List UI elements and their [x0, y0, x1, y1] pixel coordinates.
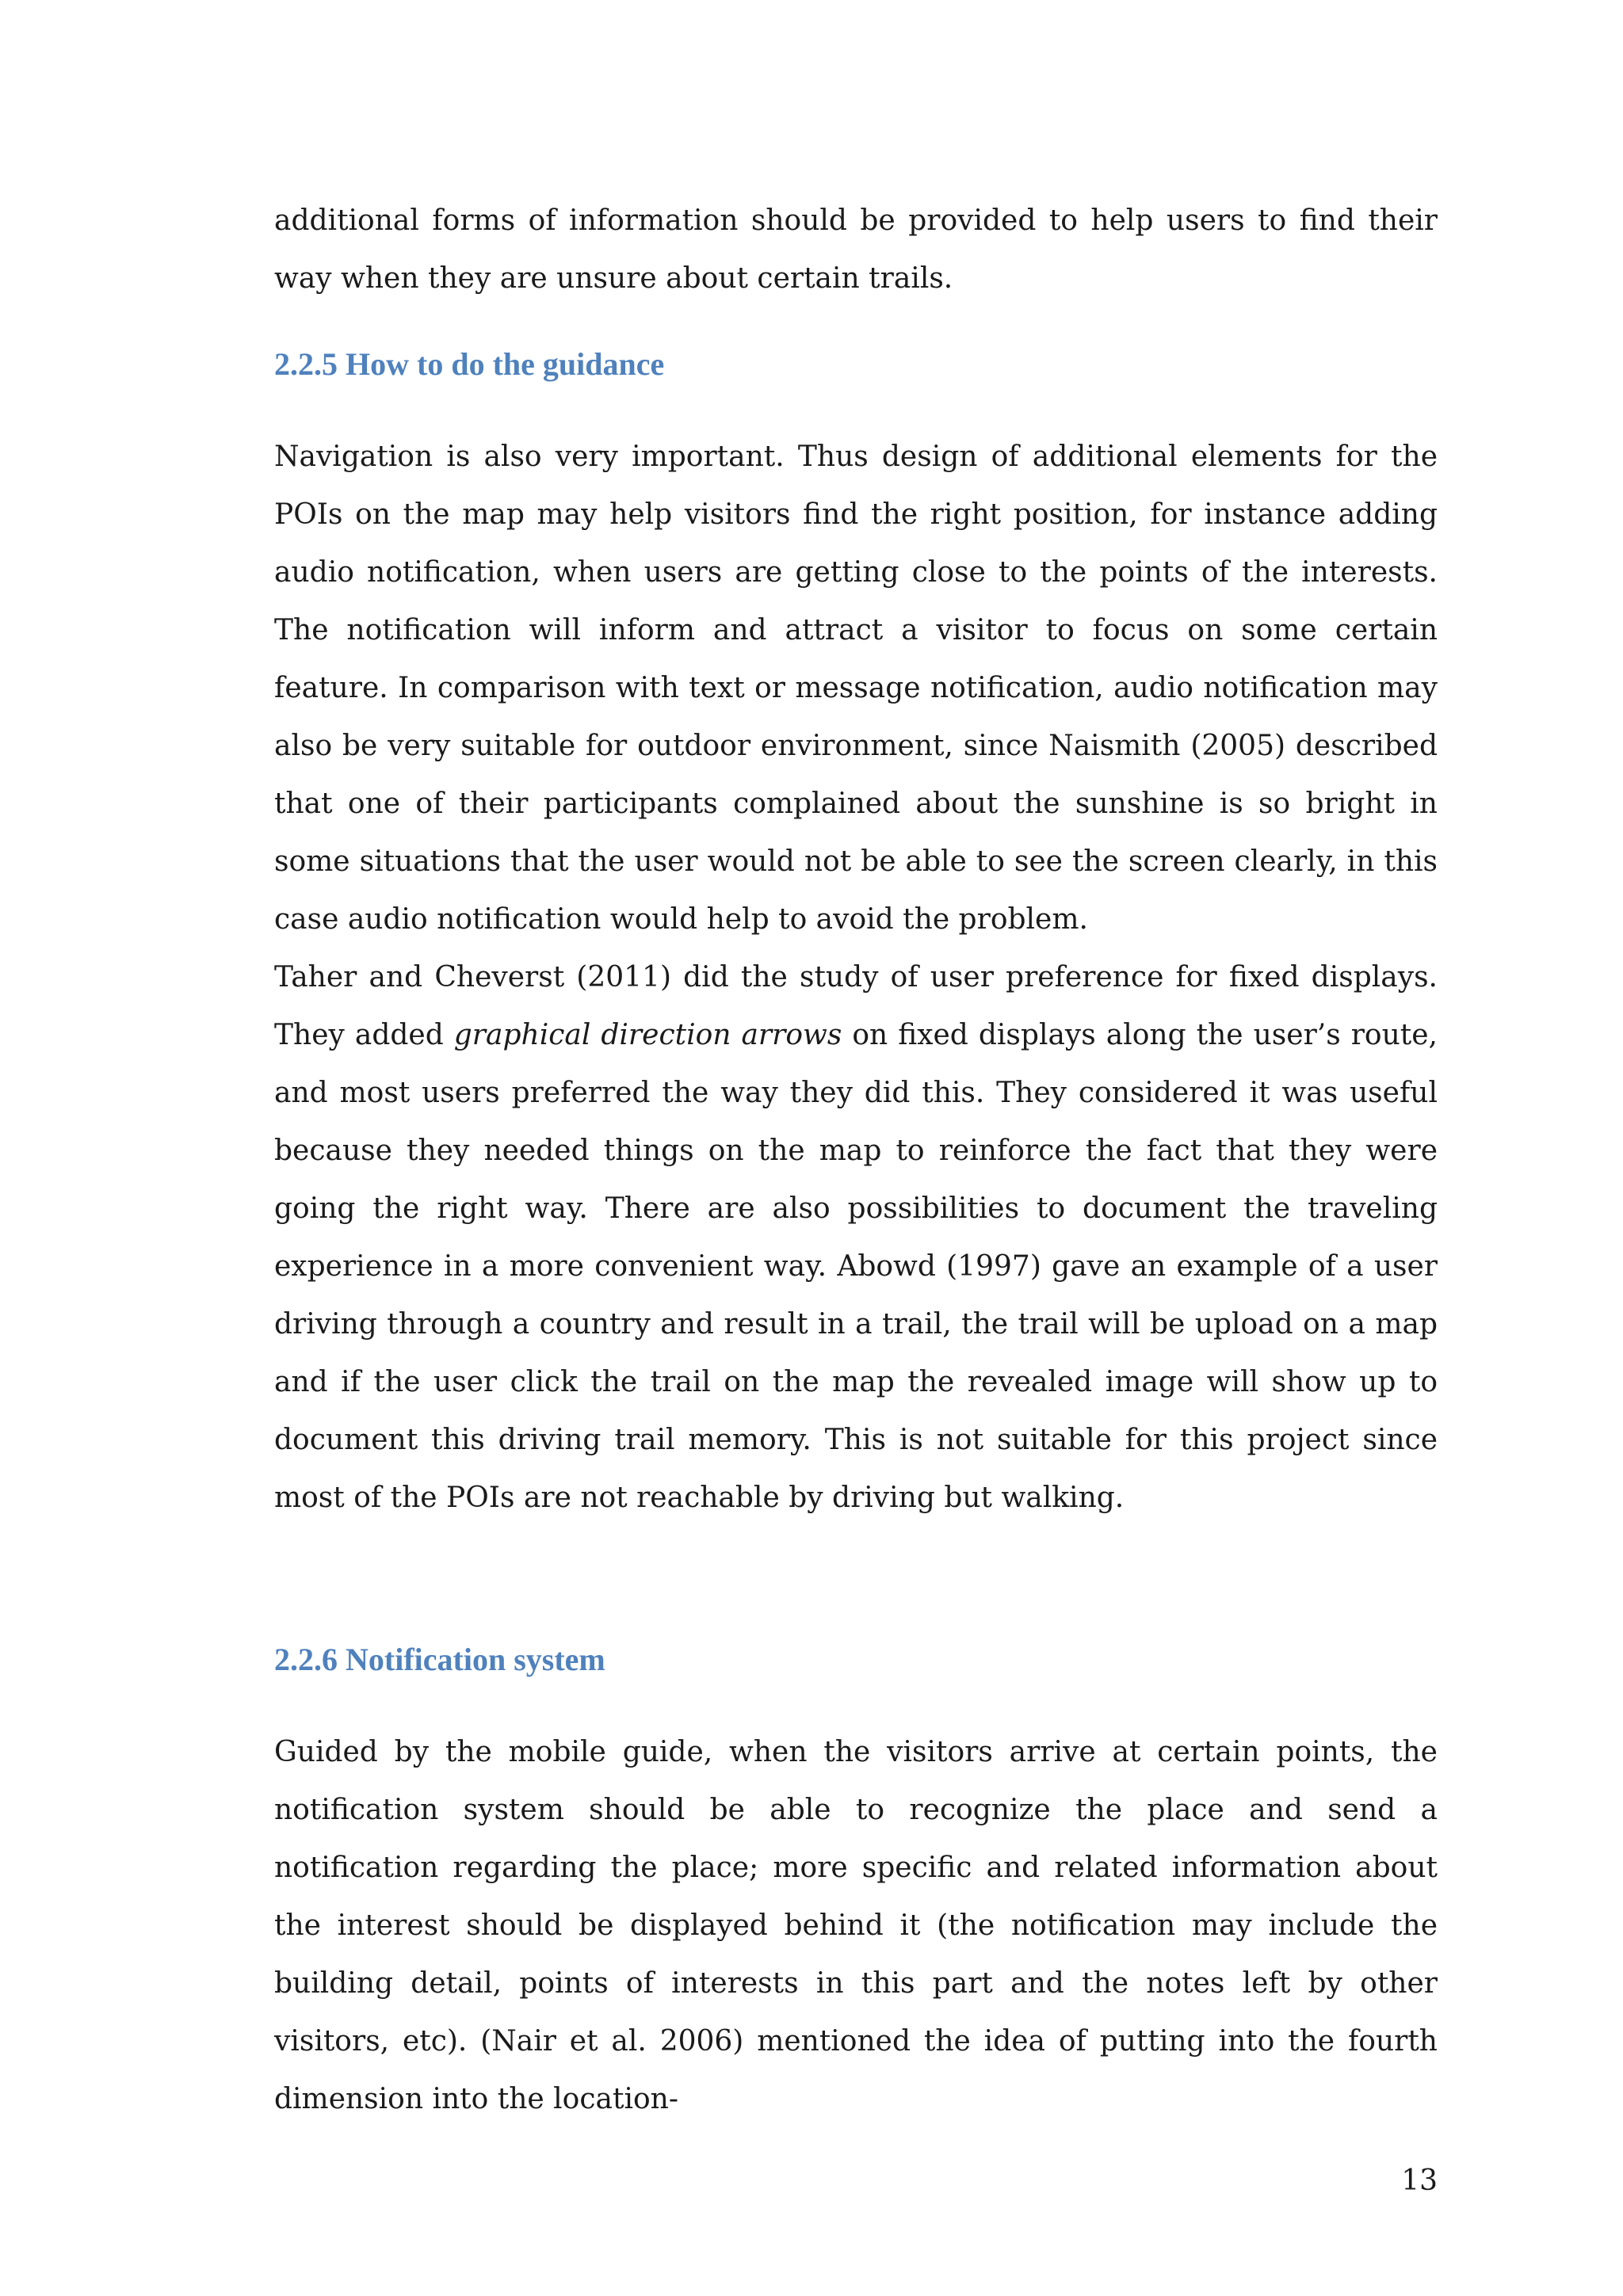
- guidance-paragraph-1: Navigation is also very important. Thus design of additional elements for the POIs on the map may help visitors find the right position, for instance adding audio notification, when users are getting close to the points of the interests. The notification will inform and attract a visitor to focus on some certain feature. In comparison with text or message notification, audio notification may also be very suitable for outdoor environment, since Naismith (2005) described that one of their participants complained about the sunshine is so bright in some situations that the user would not be able to see the screen clearly, in this case audio notification would help to avoid the problem.: [274, 441, 1438, 936]
- guidance-italic-term: graphical direction arrows: [453, 1019, 842, 1051]
- section-heading-guidance: 2.2.5 How to do the guidance: [274, 346, 665, 382]
- guidance-paragraph-2: [274, 948, 1438, 1527]
- notification-paragraph: Guided by the mobile guide, when the visitors arrive at certain points, the notification system should be able to recognize the place and send a notification regarding the place; more specific and related information about the interest should be displayed behind it (the notification may include the building detail, points of interests in this part and the notes left by other visitors, etc). (Nair et al. 2006) mentioned the idea of putting into the fourth dimension into the location-: [274, 1736, 1438, 2115]
- page-number: 13: [1401, 2164, 1438, 2197]
- page-body: [274, 192, 1438, 2128]
- guidance-text-before: Taher and Cheverst (2011) did the study of user preference for fixed displays. They added: [274, 961, 1438, 1051]
- intro-paragraph: additional forms of information should be provided to help users to find their way when they are unsure about certain trails.: [274, 204, 1438, 295]
- guidance-text-after: on fixed displays along the user’s route, and most users preferred the way they did this. They considered it was useful because they needed things on the map to reinforce the fact that they were going the right way. There are also possibilities to document the traveling experience in a more convenient way. Abowd (1997) gave an example of a user driving through a country and result in a trail, the trail will be upload on a map and if the user click the trail on the map the revealed image will show up to document this driving trail memory. This is not suitable for this project since most of the POIs are not reachable by driving but walking.: [274, 1019, 1438, 1514]
- section-heading-notification: 2.2.6 Notification system: [274, 1642, 605, 1677]
